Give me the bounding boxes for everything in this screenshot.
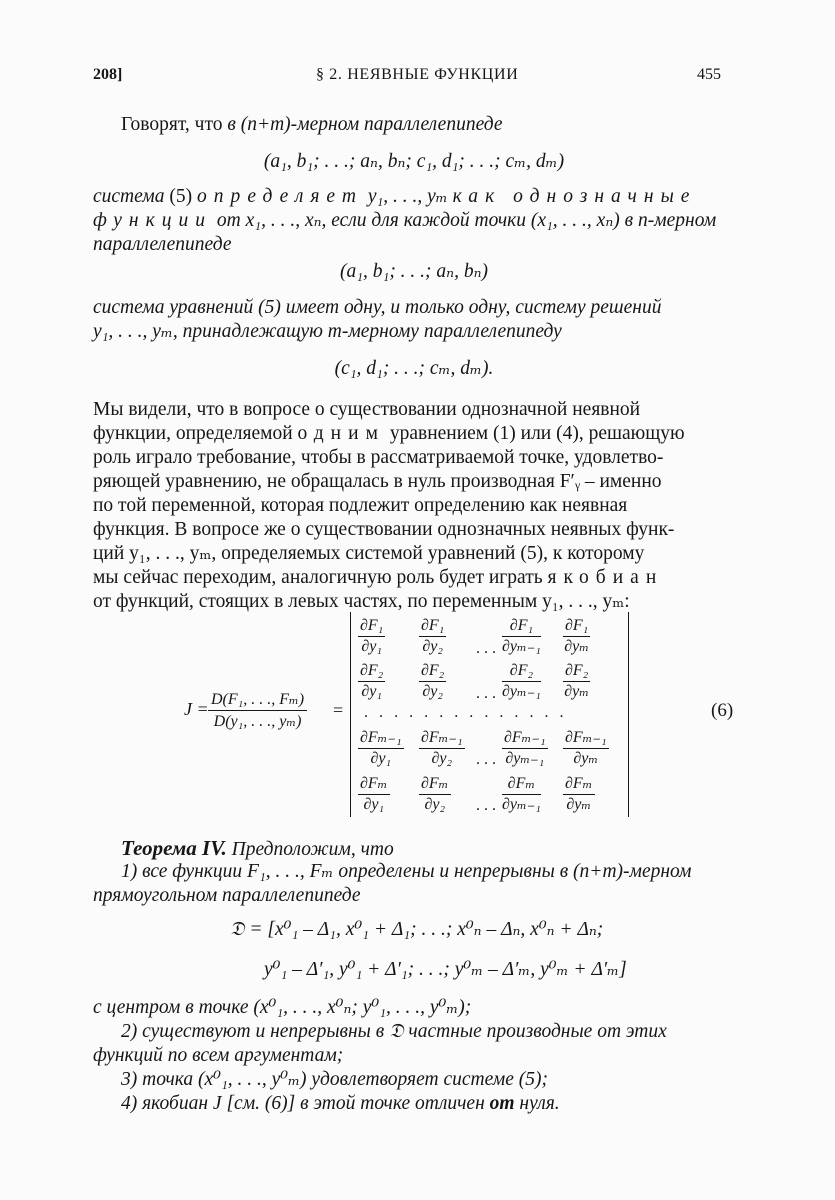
theorem-heading	[121, 836, 394, 862]
domain-formula-line2: y⁰₁ – Δ′₁, y⁰₁ + Δ′₁; . . .; y⁰ₘ – Δ′ₘ, y⁰ₘ + Δ′ₘ]	[264, 959, 627, 980]
def-ref: (5)	[164, 186, 198, 207]
def-condition: от x₁, . . ., xₙ, если для каждой точки (x₁, . . ., xₙ) в n-мерном	[212, 210, 717, 231]
header-page-number: 455	[697, 66, 721, 83]
determinant-left-bar	[350, 612, 351, 817]
partial-numerator: ∂Fₘ	[563, 775, 595, 795]
determinant-dots-separator: . . . . . . . . . . . . . .	[364, 704, 568, 721]
partial-derivative-r4-c1	[358, 775, 390, 814]
partial-denominator: ∂y₁	[363, 796, 385, 813]
partial-denominator: ∂yₘ	[564, 638, 590, 655]
intro-lead: Говорят, что	[121, 114, 228, 135]
partial-derivative-r3-c4	[563, 729, 609, 768]
partial-derivative-r3-c1	[358, 729, 404, 768]
determinant-dots-row2: . . .	[476, 685, 496, 702]
partial-denominator: ∂yₘ	[564, 683, 590, 700]
determinant-dots-row4: . . .	[476, 797, 496, 814]
partial-derivative-r2-c4	[563, 662, 590, 701]
formula-box-n: (a₁, b₁; . . .; aₙ, bₙ)	[340, 261, 488, 282]
jac-l8-spaced-jacobian: якобиан	[547, 567, 664, 588]
cond4-e: нуля.	[514, 1093, 560, 1114]
partial-numerator: ∂Fₘ	[419, 775, 451, 795]
partial-numerator: ∂F₁	[563, 617, 590, 637]
formula-box-full: (a₁, b₁; . . .; aₙ, bₙ; c₁, d₁; . . .; cₘ, dₘ)	[263, 151, 565, 172]
partial-numerator: ∂F₁	[358, 617, 385, 637]
partial-denominator: ∂y₁	[370, 750, 392, 767]
partial-numerator: ∂Fₘ₋₁	[502, 729, 548, 749]
paragraph-jacobian-line5: по той переменной, которая подлежит определению как неявная	[93, 495, 628, 516]
partial-numerator: ∂Fₘ₋₁	[358, 729, 404, 749]
cond4-b: J [см. (6)]	[212, 1093, 296, 1114]
partial-derivative-r2-c2	[419, 662, 446, 701]
condition-2-line1: 2) существуют и непрерывны в 𝔇 частные производные от этих	[121, 1021, 667, 1042]
determinant-dots-row3: . . .	[476, 751, 496, 768]
partial-numerator: ∂Fₘ₋₁	[419, 729, 465, 749]
theorem-title: Теорема IV.	[121, 836, 227, 860]
determinant-right-bar	[628, 612, 629, 817]
cond4-d: от	[489, 1093, 515, 1114]
partial-denominator: ∂yₘ	[573, 750, 599, 767]
partial-numerator: ∂Fₘ	[358, 775, 390, 795]
jac-l2-a: функции, определяемой	[93, 423, 298, 444]
partial-numerator: ∂F₁	[419, 617, 446, 637]
paragraph-unique-solution-line2: y₁, . . ., yₘ, принадлежащую m-мерному параллелепипеду	[93, 321, 562, 342]
partial-derivative-r3-c2	[419, 729, 465, 768]
partial-denominator: ∂yₘ₋₁	[502, 638, 541, 655]
partial-derivative-r2-c1	[358, 662, 385, 701]
domain-formula-line1: 𝔇 = [x⁰₁ – Δ₁, x⁰₁ + Δ₁; . . .; x⁰ₙ – Δₙ, x⁰ₙ + Δₙ;	[230, 919, 604, 940]
equation-label-6: (6)	[711, 700, 734, 721]
partial-numerator: ∂F₁	[502, 617, 541, 637]
partial-denominator: ∂y₂	[431, 750, 453, 767]
paragraph-definition-line3: параллелепипеде	[93, 234, 232, 255]
cond4-c: в этой точке отличен	[295, 1093, 490, 1114]
paragraph-jacobian-line2	[93, 422, 685, 446]
domain-center: с центром в точке (x⁰₁, . . ., x⁰ₙ; y⁰₁, . . ., y⁰ₘ);	[93, 997, 472, 1018]
partial-denominator: ∂y₂	[422, 638, 443, 655]
paragraph-definition-line2	[93, 209, 716, 233]
partial-derivative-r3-c3	[502, 729, 548, 768]
partial-denominator: ∂yₘ₋₁	[502, 683, 541, 700]
jacobian-def-denominator: D(y₁, . . ., yₘ)	[213, 713, 302, 730]
partial-numerator: ∂F₂	[563, 662, 590, 682]
partial-denominator: ∂yₘ	[566, 796, 592, 813]
partial-derivative-r1-c4	[563, 617, 590, 656]
paragraph-definition-line1	[93, 185, 696, 209]
partial-derivative-r1-c2	[419, 617, 446, 656]
jac-l2-c: уравнением (1) или (4), решающую	[384, 423, 685, 444]
condition-2-line2: функций по всем аргументам;	[93, 1045, 344, 1066]
cond4-a: 4) якобиан	[121, 1093, 213, 1114]
def-spaced-functions: функции	[93, 210, 213, 231]
header-section-title: § 2. НЕЯВНЫЕ ФУНКЦИИ	[316, 66, 519, 83]
partial-denominator: ∂yₘ₋₁	[505, 750, 545, 767]
partial-derivative-r4-c3	[502, 775, 541, 814]
header-section-number: 208]	[93, 66, 123, 83]
partial-derivative-r4-c2	[419, 775, 451, 814]
partial-numerator: ∂F₂	[419, 662, 446, 682]
paragraph-jacobian-line7: ций y₁, . . ., yₘ, определяемых системой уравнений (5), к которому	[93, 543, 645, 564]
partial-derivative-r2-c3	[502, 662, 541, 701]
paragraph-jacobian-line9: от функций, стоящих в левых частях, по переменным y₁, . . ., yₘ:	[93, 591, 630, 612]
jac-l8-a: мы сейчас переходим, аналогичную роль будет играть	[93, 567, 548, 588]
condition-1-line2: прямоугольном параллелепипеде	[93, 885, 361, 906]
paragraph-jacobian-line1: Мы видели, что в вопросе о существовании однозначной неявной	[93, 399, 641, 420]
partial-numerator: ∂F₂	[358, 662, 385, 682]
condition-4	[121, 1092, 560, 1116]
paragraph-jacobian-line4: ряющей уравнению, не обращалась в нуль производная F′ᵧ – именно	[93, 471, 662, 492]
paragraph-unique-solution-line1: система уравнений (5) имеет одну, и только одну, систему решений	[93, 297, 662, 318]
formula-box-m: (c₁, d₁; . . .; cₘ, dₘ).	[334, 358, 494, 379]
def-spaced-single-valued: как однозначные	[452, 186, 697, 207]
partial-denominator: ∂y₂	[424, 796, 446, 813]
paragraph-jacobian-line6: функция. В вопросе же о существовании однозначных неявных функ-	[93, 519, 675, 540]
intro-italic: в (n+m)-мерном параллелепипеде	[227, 114, 503, 135]
def-word-system: система	[93, 186, 165, 207]
partial-numerator: ∂Fₘ	[502, 775, 541, 795]
partial-derivative-r4-c4	[563, 775, 595, 814]
def-spaced-defines: определяет	[197, 186, 363, 207]
jacobian-lhs: J =	[184, 699, 209, 719]
jacobian-definition-fraction	[208, 690, 307, 731]
determinant-dots-row1: . . .	[476, 640, 496, 657]
jacobian-def-numerator: D(F₁, . . ., Fₘ)	[208, 690, 307, 711]
partial-denominator: ∂y₂	[422, 683, 443, 700]
partial-denominator: ∂y₁	[361, 683, 382, 700]
paragraph-intro	[121, 113, 503, 137]
partial-derivative-r1-c3	[502, 617, 541, 656]
condition-3: 3) точка (x⁰₁, . . ., y⁰ₘ) удовлетворяет системе (5);	[121, 1069, 548, 1090]
jac-l2-spaced-one: одним	[297, 423, 385, 444]
jacobian-equals: =	[333, 700, 344, 720]
def-vars: y₁, . . ., yₘ	[362, 186, 453, 207]
partial-denominator: ∂yₘ₋₁	[502, 796, 541, 813]
condition-1-line1: 1) все функции F₁, . . ., Fₘ определены и непрерывны в (n+m)-мерном	[121, 861, 692, 882]
theorem-intro: Предположим, что	[226, 839, 394, 860]
partial-numerator: ∂Fₘ₋₁	[563, 729, 609, 749]
partial-denominator: ∂y₁	[361, 638, 382, 655]
paragraph-jacobian-line3: роль играло требование, чтобы в рассматриваемой точке, удовлетво-	[93, 447, 664, 468]
partial-derivative-r1-c1	[358, 617, 385, 656]
paragraph-jacobian-line8	[93, 566, 663, 590]
partial-numerator: ∂F₂	[502, 662, 541, 682]
